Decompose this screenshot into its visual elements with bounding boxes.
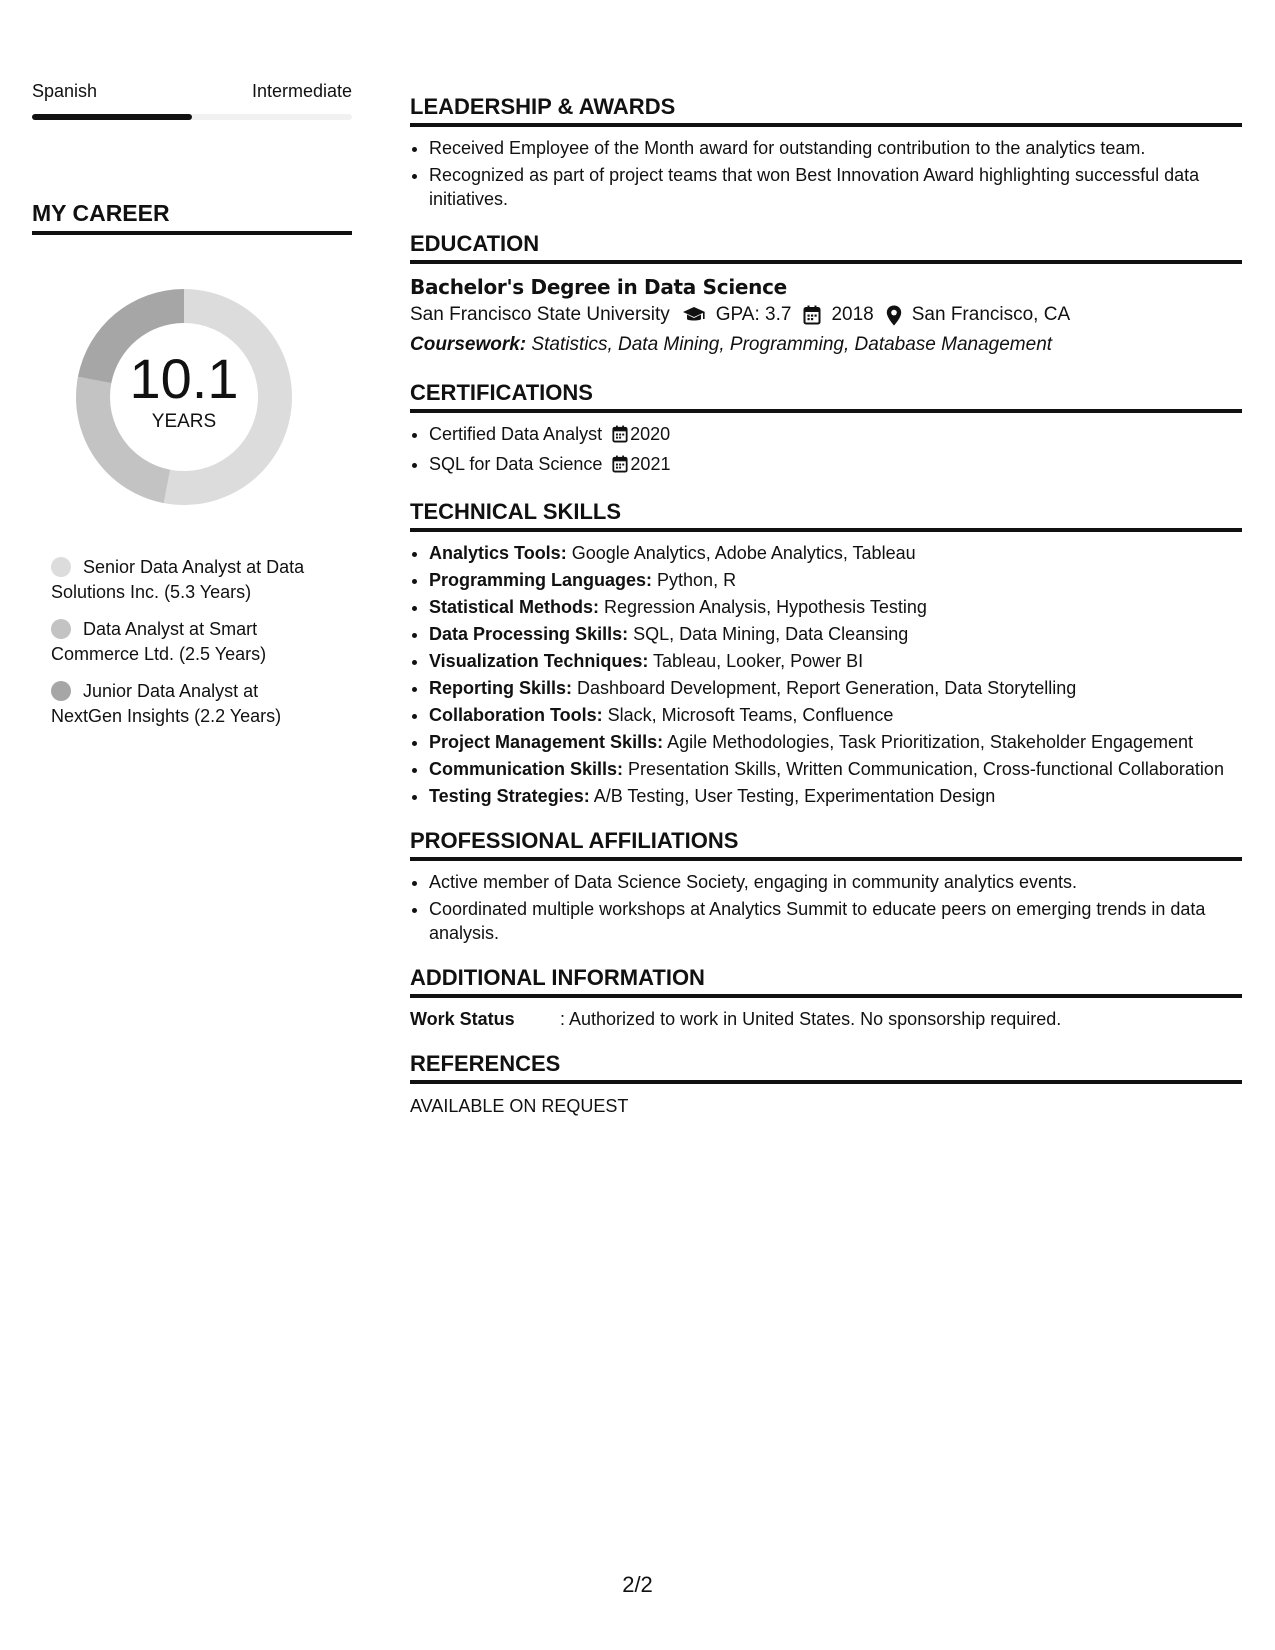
coursework-list: Statistics, Data Mining, Programming, Database Management [526, 334, 1053, 355]
section-title: LEADERSHIP & AWARDS [410, 94, 1242, 127]
legend-label: Senior Data Analyst at Data Solutions Inc. (5.3 Years) [51, 557, 305, 602]
skill-value: Regression Analysis, Hypothesis Testing [599, 597, 927, 617]
graduation-cap-icon [682, 306, 706, 324]
gpa: GPA: 3.7 [715, 304, 792, 325]
work-status-label: Work Status [410, 1009, 515, 1029]
affiliations-section [410, 828, 1242, 945]
skill-value: Dashboard Development, Report Generation, Data Storytelling [572, 678, 1077, 698]
leadership-list [410, 136, 1242, 211]
skills-list [410, 541, 1242, 808]
references-section [410, 1051, 1242, 1118]
skill-item [429, 568, 1242, 592]
section-title: EDUCATION [410, 231, 1242, 264]
leadership-section [410, 94, 1242, 211]
skill-label: Project Management Skills: [429, 732, 664, 752]
school-name: San Francisco State University [410, 304, 670, 325]
list-item: • Received Employee of the Month award for outstanding contribution to the analytics team. [429, 136, 1242, 160]
page-number: 2/2 [622, 1572, 653, 1597]
legend-item [51, 617, 331, 667]
legend-dot [51, 557, 71, 577]
legend-item [51, 555, 331, 605]
career-donut-chart [64, 277, 304, 517]
skill-value: SQL, Data Mining, Data Cleansing [628, 624, 909, 644]
section-title: PROFESSIONAL AFFILIATIONS [410, 828, 1242, 861]
certification-name: SQL for Data Science [429, 454, 603, 474]
list-item: • Active member of Data Science Society, engaging in community analytics events. [429, 870, 1242, 894]
legend-dot [51, 681, 71, 701]
skill-label: Data Processing Skills: [429, 624, 629, 644]
education-details [410, 300, 1242, 330]
skill-label: Analytics Tools: [429, 543, 567, 563]
skill-value: Tableau, Looker, Power BI [648, 651, 864, 671]
skill-label: Communication Skills: [429, 759, 624, 779]
section-title: ADDITIONAL INFORMATION [410, 965, 1242, 998]
career-heading: MY CAREER [32, 200, 352, 235]
skill-item [429, 595, 1242, 619]
skill-label: Collaboration Tools: [429, 705, 603, 725]
skill-item [429, 703, 1242, 727]
degree-title: Bachelor's Degree in Data Science [410, 275, 787, 299]
work-status-value: : Authorized to work in United States. No sponsorship required. [560, 1009, 1062, 1029]
calendar-icon [612, 425, 628, 449]
skill-label: Reporting Skills: [429, 678, 573, 698]
career-total-years: 10.1 [129, 347, 239, 410]
skill-item [429, 676, 1242, 700]
additional-info-section [410, 965, 1242, 1031]
references-text: AVAILABLE ON REQUEST [410, 1096, 629, 1116]
legend-label: Junior Data Analyst at NextGen Insights (2.2 Years) [51, 681, 282, 726]
map-pin-icon [886, 305, 902, 326]
work-status-row [410, 1007, 1242, 1031]
certification-item [429, 452, 1242, 479]
skill-label: Testing Strategies: [429, 786, 590, 806]
graduation-year: 2018 [831, 304, 874, 325]
language-level: Intermediate [251, 81, 352, 101]
skill-label: Statistical Methods: [429, 597, 600, 617]
certification-name: Certified Data Analyst [429, 424, 603, 444]
left-column [32, 80, 352, 741]
donut-center [64, 349, 304, 433]
calendar-icon [803, 305, 821, 325]
skill-item [429, 541, 1242, 565]
legend-dot [51, 619, 71, 639]
section-title: REFERENCES [410, 1051, 1242, 1084]
calendar-icon [612, 455, 628, 479]
list-item: • Coordinated multiple workshops at Analytics Summit to educate peers on emerging trends in data analysis. [429, 897, 1242, 945]
skill-value: Python, R [652, 570, 737, 590]
list-item: • Recognized as part of project teams that won Best Innovation Award highlighting successful data initiatives. [429, 163, 1242, 211]
skill-item [429, 757, 1242, 781]
skill-item [429, 649, 1242, 673]
language-proficiency-bar [32, 114, 352, 120]
legend-item [51, 679, 331, 729]
certification-item [429, 422, 1242, 449]
skill-value: Presentation Skills, Written Communication, Cross-functional Collaboration [623, 759, 1224, 779]
section-title: TECHNICAL SKILLS [410, 499, 1242, 532]
skill-label: Programming Languages: [429, 570, 653, 590]
right-column [410, 94, 1242, 1138]
language-name: Spanish [32, 81, 98, 101]
coursework-label: Coursework: [410, 334, 527, 355]
technical-skills-section [410, 499, 1242, 808]
section-title: CERTIFICATIONS [410, 380, 1242, 413]
career-legend [51, 555, 331, 729]
career-years-unit: YEARS [151, 411, 217, 432]
coursework [410, 330, 1242, 360]
legend-label: Data Analyst at Smart Commerce Ltd. (2.5 Years) [51, 619, 267, 664]
certifications-list [410, 422, 1242, 479]
skill-item [429, 784, 1242, 808]
education-section [410, 231, 1242, 360]
skill-value: Agile Methodologies, Task Prioritization, Stakeholder Engagement [663, 732, 1194, 752]
skill-value: Google Analytics, Adobe Analytics, Tableau [566, 543, 916, 563]
certification-year: 2021 [630, 454, 671, 474]
skill-value: Slack, Microsoft Teams, Confluence [602, 705, 894, 725]
school-location: San Francisco, CA [911, 304, 1071, 325]
language-row [32, 80, 352, 102]
certifications-section [410, 380, 1242, 479]
affiliations-list [410, 870, 1242, 945]
skill-item [429, 622, 1242, 646]
language-proficiency-fill [32, 114, 192, 120]
skill-value: A/B Testing, User Testing, Experimentation Design [589, 786, 996, 806]
skill-item [429, 730, 1242, 754]
skill-label: Visualization Techniques: [429, 651, 649, 671]
certification-year: 2020 [630, 424, 671, 444]
